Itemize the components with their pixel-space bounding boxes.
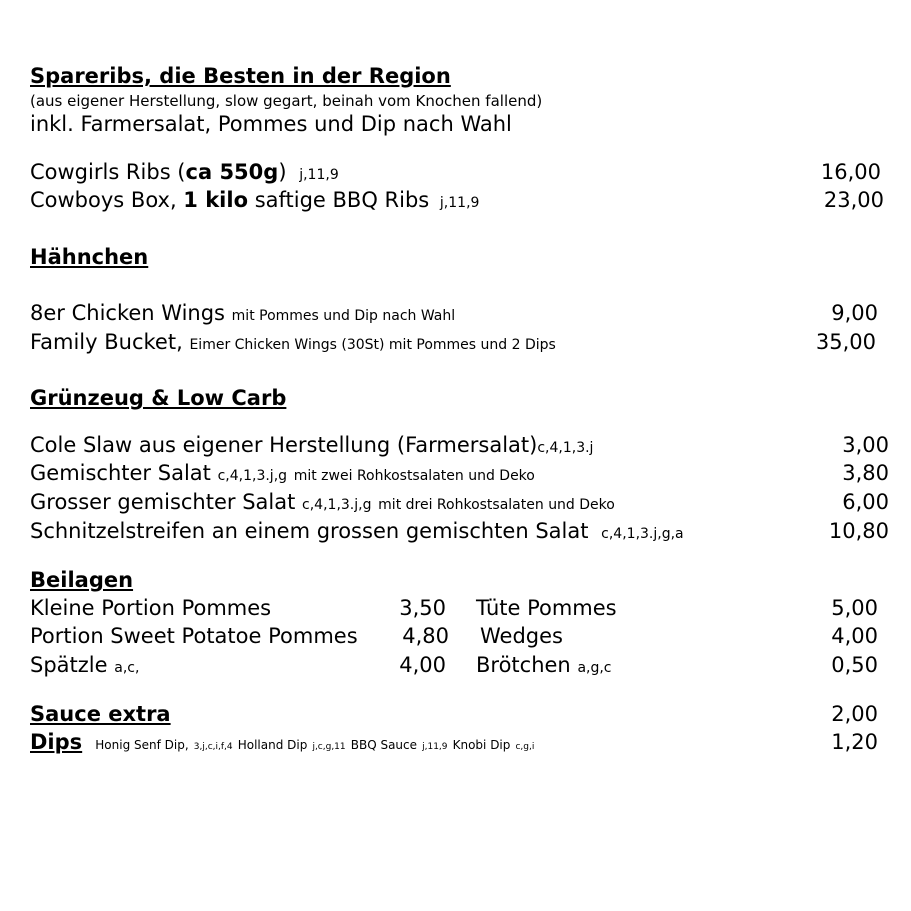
dip-allergens: c,g,i xyxy=(515,742,535,752)
item-name: Cowgirls Ribs ( xyxy=(30,160,186,184)
menu-item xyxy=(30,490,615,514)
item-price: 3,00 xyxy=(842,433,889,457)
item-name-end: ) xyxy=(278,160,287,184)
side-item xyxy=(476,653,612,677)
item-allergens: j,11,9 xyxy=(299,167,339,183)
item-allergens: c,4,1,3.j,g,a xyxy=(601,526,684,542)
dips-price: 1,20 xyxy=(831,730,878,754)
dip-name: Knobi Dip xyxy=(452,738,511,752)
dip-allergens: j,11,9 xyxy=(422,742,448,752)
item-name: Grosser gemischter Salat xyxy=(30,490,296,514)
side-item-price: 4,80 xyxy=(402,624,449,648)
item-name: Cole Slaw aus eigener Herstellung (Farmersalat) xyxy=(30,433,538,457)
side-item-price: 5,00 xyxy=(831,596,878,620)
spareribs-note: (aus eigener Herstellung, slow gegart, beinah vom Knochen fallend) xyxy=(30,92,543,110)
side-item-name: Portion Sweet Potatoe Pommes xyxy=(30,624,358,648)
side-item-name: Brötchen xyxy=(476,653,571,677)
menu-item xyxy=(30,461,535,485)
item-allergens: j,11,9 xyxy=(439,195,480,211)
item-price: 23,00 xyxy=(823,188,884,212)
item-desc: mit zwei Rohkostsalaten und Deko xyxy=(293,468,535,484)
item-price: 16,00 xyxy=(820,160,881,184)
dip-allergens: 3,j,c,i,f,4 xyxy=(193,742,233,752)
side-item-price: 0,50 xyxy=(831,653,878,677)
side-item-allergens: a,c, xyxy=(114,660,140,676)
item-name: Family Bucket, xyxy=(30,330,183,354)
section-heading-green: Grünzeug & Low Carb xyxy=(30,386,287,410)
item-allergens: c,4,1,3.j,g xyxy=(302,497,372,513)
menu-item xyxy=(30,519,684,543)
item-weight: ca 550g xyxy=(185,160,279,184)
side-item xyxy=(30,653,139,677)
side-item-price: 4,00 xyxy=(831,624,878,648)
item-allergens: c,4,1,3.j xyxy=(537,440,594,456)
dip-name: Honig Senf Dip, xyxy=(95,738,189,752)
dip-name: Holland Dip xyxy=(237,738,308,752)
item-price: 6,00 xyxy=(842,490,889,514)
dips-line xyxy=(30,730,534,754)
item-name: Schnitzelstreifen an einem grossen gemischten Salat xyxy=(30,519,589,543)
item-weight: 1 kilo xyxy=(183,188,249,212)
menu-item xyxy=(30,330,556,354)
side-item-price: 3,50 xyxy=(399,596,446,620)
spareribs-incl: inkl. Farmersalat, Pommes und Dip nach Wahl xyxy=(30,112,512,136)
item-price: 35,00 xyxy=(815,330,876,354)
side-item-name: Wedges xyxy=(480,624,563,648)
section-heading-sides: Beilagen xyxy=(30,568,134,592)
side-item-price: 4,00 xyxy=(399,653,446,677)
item-price: 3,80 xyxy=(842,461,889,485)
menu-item xyxy=(30,160,339,184)
dip-allergens: j,c,g,11 xyxy=(312,742,346,752)
sauce-price: 2,00 xyxy=(831,702,878,726)
side-item-name: Kleine Portion Pommes xyxy=(30,596,272,620)
item-price: 9,00 xyxy=(831,301,878,325)
side-item-name: Spätzle xyxy=(30,653,108,677)
item-name: 8er Chicken Wings xyxy=(30,301,225,325)
dip-name: BBQ Sauce xyxy=(350,738,418,752)
item-name-end: saftige BBQ Ribs xyxy=(248,188,430,212)
item-name: Gemischter Salat xyxy=(30,461,211,485)
section-heading-sauce: Sauce extra xyxy=(30,702,171,726)
item-desc: mit drei Rohkostsalaten und Deko xyxy=(378,497,615,513)
section-heading-dips: Dips xyxy=(30,730,83,754)
item-allergens: c,4,1,3.j,g xyxy=(217,468,288,484)
side-item-allergens: a,g,c xyxy=(577,660,612,676)
side-item-name: Tüte Pommes xyxy=(476,596,617,620)
item-desc: Eimer Chicken Wings (30St) mit Pommes und 2 Dips xyxy=(189,337,556,353)
menu-item xyxy=(30,433,593,457)
menu-item xyxy=(30,301,455,325)
item-desc: mit Pommes und Dip nach Wahl xyxy=(231,308,456,324)
section-heading-spareribs: Spareribs, die Besten in der Region xyxy=(30,64,451,88)
section-heading-chicken: Hähnchen xyxy=(30,245,149,269)
menu-item xyxy=(30,188,479,212)
item-price: 10,80 xyxy=(828,519,889,543)
item-name: Cowboys Box, xyxy=(30,188,184,212)
